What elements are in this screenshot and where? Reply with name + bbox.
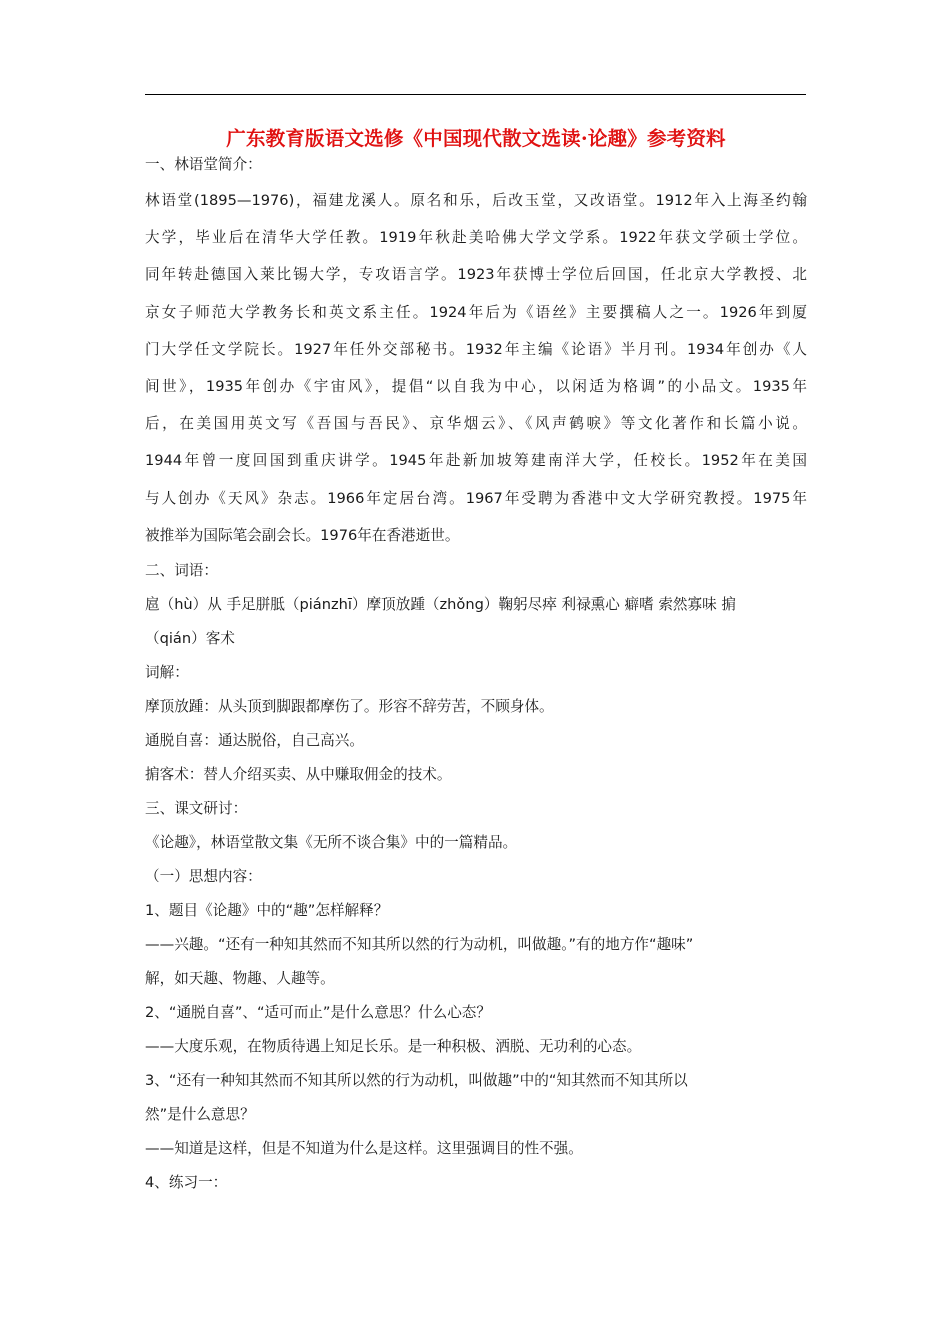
answer-1-line: 解，如天趣、物趣、人趣等。 <box>145 969 335 987</box>
answer-2: ——大度乐观，在物质待遇上知足长乐。是一种积极、洒脱、无功利的心态。 <box>145 1037 642 1055</box>
bio-line: 大学，毕业后在清华大学任教。1919年秋赴美哈佛大学文学系。1922年获文学硕士学位。 <box>145 229 807 247</box>
answer-3: ——知道是这样，但是不知道为什么是这样。这里强调目的性不强。 <box>145 1139 583 1157</box>
section1-heading: 一、林语堂简介： <box>145 156 262 173</box>
question-1: 1、题目《论趣》中的“趣”怎样解释？ <box>145 901 389 919</box>
bio-line: 1944年曾一度回国到重庆讲学。1945年赴新加坡筹建南洋大学，任校长。1952年在美国 <box>145 452 807 470</box>
header-rule <box>145 94 806 95</box>
bio-line: 同年转赴德国入莱比锡大学，专攻语言学。1923年获博士学位后回国，任北京大学教授、北 <box>145 266 807 284</box>
question-3-line: 3、“还有一种知其然而不知其所以然的行为动机，叫做趣”中的“知其然而不知其所以 <box>145 1071 688 1089</box>
bio-line: 林语堂(1895—1976)，福建龙溪人。原名和乐，后改玉堂，又改语堂。1912年入上海圣约翰 <box>145 192 807 209</box>
explanation-item: 通脱自喜：通达脱俗，自己高兴。 <box>145 731 364 749</box>
vocab-line: 扈（hù）从 手足胼胝（piánzhī）摩顶放踵（zhǒng）鞠躬尽瘁 利禄熏心 癖嗜 索然寡味 掮 <box>145 595 736 613</box>
vocab-line: （qián）客术 <box>145 629 235 647</box>
document-title: 广东教育版语文选修《中国现代散文选读·论趣》参考资料 <box>226 127 726 150</box>
question-3-line: 然”是什么意思？ <box>145 1105 255 1123</box>
bio-line: 被推举为国际笔会副会长。1976年在香港逝世。 <box>145 526 460 544</box>
question-4: 4、练习一： <box>145 1173 228 1191</box>
bio-line: 后，在美国用英文写《吾国与吾民》、京华烟云》、《风声鹤唳》等文化著作和长篇小说。 <box>145 415 807 433</box>
explanation-item: 摩顶放踵：从头顶到脚跟都摩伤了。形容不辞劳苦，不顾身体。 <box>145 697 554 715</box>
question-2: 2、“通脱自喜”、“适可而止”是什么意思？什么心态？ <box>145 1003 491 1021</box>
bio-line: 京女子师范大学教务长和英文系主任。1924年后为《语丝》主要撰稿人之一。1926年到厦 <box>145 303 807 321</box>
explain-heading: 词解： <box>145 663 189 681</box>
section3-heading: 三、课文研讨： <box>145 799 248 817</box>
bio-line: 门大学任文学院长。1927年任外交部秘书。1932年主编《论语》半月刊。1934年创办《人 <box>145 340 807 358</box>
section3-subheading: （一）思想内容： <box>145 867 262 885</box>
bio-line: 与人创办《天风》杂志。1966年定居台湾。1967年受聘为香港中文大学研究教授。1975年 <box>145 489 807 507</box>
section3-intro: 《论趣》，林语堂散文集《无所不谈合集》中的一篇精品。 <box>145 833 518 851</box>
section2-heading: 二、词语： <box>145 561 218 579</box>
explanation-item: 掮客术：替人介绍买卖、从中赚取佣金的技术。 <box>145 765 452 783</box>
document-body <box>145 122 807 1200</box>
answer-1-line: ——兴趣。“还有一种知其然而不知其所以然的行为动机，叫做趣。”有的地方作“趣味” <box>145 935 694 953</box>
bio-line: 间世》，1935年创办《宇宙风》，提倡“以自我为中心，以闲适为格调”的小品文。1935年 <box>145 377 807 395</box>
biography-paragraph <box>145 182 807 554</box>
